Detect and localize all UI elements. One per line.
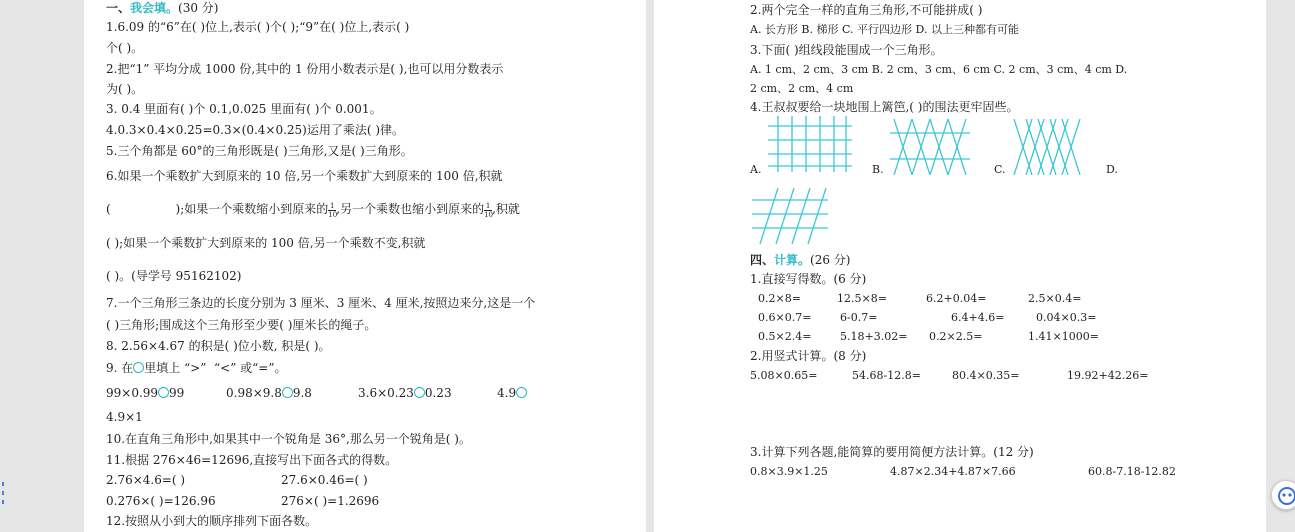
figure-label-a: A.: [750, 163, 762, 176]
q11-item-3: 0.276×( )=126.96: [106, 494, 216, 508]
section-score: (30 分): [178, 1, 219, 15]
calc-3-item: 60.8-7.18-12.82: [1088, 465, 1176, 478]
section-title: 我会填。: [130, 1, 179, 15]
question-r4: 4.王叔叔要给一块地围上篱笆,( )的围法更牢固些。: [750, 100, 1019, 114]
question-r3: 3.下面( )组线段能围成一个三角形。: [750, 43, 943, 57]
fraction-one-tenth: [328, 202, 336, 218]
question-2-line-1: 2.把“1” 平均分成 1000 份,其中的 1 份用小数表示是( ),也可以用分数表示: [106, 62, 504, 76]
q11-item-4: 276×( )=1.2696: [281, 494, 380, 508]
figure-label-b: B.: [872, 163, 884, 176]
fraction-denominator: 10: [484, 211, 494, 219]
question-11: 11.根据 276×46=12696,直接写出下面各式的得数。: [106, 453, 398, 467]
left-page: [84, 0, 646, 532]
calc-1-item: 6.4+4.6=: [951, 311, 1005, 324]
question-12: 12.按照从小到大的顺序排列下面各数。: [106, 514, 318, 528]
q9-item-right: 0.23: [424, 386, 452, 400]
section-title: 计算。: [774, 253, 811, 267]
scroll-indicator-icon[interactable]: [0, 482, 6, 504]
compare-circle-icon: [516, 387, 527, 398]
figure-label-c: C.: [994, 163, 1006, 176]
section-number: 四、: [750, 253, 775, 267]
q6-text-c: ,积就: [492, 202, 520, 216]
calc-2-item: 19.92+42.26=: [1067, 369, 1149, 382]
q6-text-b: ,另一个乘数也缩小到原来的: [336, 202, 485, 216]
accessibility-icon: [1272, 481, 1295, 511]
q9-item-1: [106, 385, 184, 401]
q11-item-2: 27.6×0.46=( ): [281, 473, 368, 487]
section-4-heading: [750, 252, 850, 268]
figure-label-d: D.: [1106, 163, 1118, 176]
fraction-one-tenth: [484, 202, 492, 218]
fence-slant-figure-d: [752, 188, 828, 244]
section-score: (26 分): [810, 253, 851, 267]
question-r2-options: A. 长方形 B. 梯形 C. 平行四边形 D. 以上三种都有可能: [750, 23, 1019, 36]
question-1-line-1: 1.6.09 的“6”在( )位上,表示( )个( );“9”在( )位上,表示( ): [106, 20, 410, 34]
calc-1-item: 2.5×0.4=: [1028, 292, 1082, 305]
compare-circle-icon: [282, 387, 293, 398]
fraction-numerator: 1: [485, 202, 491, 210]
question-10: 10.在直角三角形中,如果其中一个锐角是 36°,那么另一个锐角是( )。: [106, 432, 471, 446]
calc-1-item: 0.5×2.4=: [758, 330, 812, 343]
question-4: 4.0.3×0.4×0.25=0.3×(0.4×0.25)运用了乘法( )律。: [106, 123, 405, 137]
q9-item-left: 99×0.99: [106, 386, 159, 400]
q9-item-2: [226, 385, 312, 401]
calc-1-item: 6.2+0.04=: [926, 292, 987, 305]
compare-circle-icon: [414, 387, 425, 398]
question-7-line-2: ( )三角形;围成这个三角形至少要( )厘米长的绳子。: [106, 318, 377, 332]
calc-3-item: 4.87×2.34+4.87×7.66: [890, 465, 1016, 478]
q9-item-3: [358, 385, 452, 401]
q9-item-right: 99: [169, 386, 185, 400]
section-1-heading: [106, 0, 218, 16]
question-5: 5.三个角都是 60°的三角形既是( )三角形,又是( )三角形。: [106, 144, 413, 158]
right-page: [654, 0, 1266, 532]
compare-circle-icon: [158, 387, 169, 398]
question-6-line-3: ( );如果一个乘数扩大到原来的 100 倍,另一个乘数不变,积就: [106, 236, 426, 250]
calc-1-item: 1.41×1000=: [1028, 330, 1099, 343]
calc-1-heading: 1.直接写得数。(6 分): [750, 272, 867, 286]
calc-2-item: 54.68-12.8=: [852, 369, 921, 382]
fence-cross-figure-b: [890, 119, 970, 175]
question-7-line-1: 7.一个三角形三条边的长度分别为 3 厘米、3 厘米、4 厘米,按照边来分,这是一个: [106, 296, 536, 310]
question-2-line-2: 为( )。: [106, 82, 144, 96]
q9-text-b: 里填上 “>” “<” 或“=”。: [144, 361, 287, 375]
q9-item-4-continued: 4.9×1: [106, 410, 143, 424]
calc-1-item: 0.2×8=: [758, 292, 801, 305]
question-6-line-4: ( )。(导学号 95162102): [106, 269, 242, 283]
q9-item-right: 9.8: [292, 386, 312, 400]
q9-item-4: [497, 385, 527, 401]
question-3: 3. 0.4 里面有( )个 0.1,0.025 里面有( )个 0.001。: [106, 102, 382, 116]
q9-item-left: 3.6×0.23: [358, 386, 414, 400]
question-6-line-2: [106, 201, 520, 218]
calc-3-heading: 3.计算下列各题,能简算的要用简便方法计算。(12 分): [750, 445, 1034, 459]
question-8: 8. 2.56×4.67 的积是( )位小数, 积是( )。: [106, 339, 331, 353]
calc-2-heading: 2.用竖式计算。(8 分): [750, 349, 867, 363]
question-r3-options-continued: 2 cm、2 cm、4 cm: [750, 82, 854, 95]
calc-2-item: 5.08×0.65=: [750, 369, 818, 382]
section-number: 一、: [106, 1, 131, 15]
fraction-denominator: 10: [328, 211, 338, 219]
q9-item-left: 4.9: [497, 386, 517, 400]
question-9: [106, 360, 287, 376]
question-r3-options: A. 1 cm、2 cm、3 cm B. 2 cm、3 cm、6 cm C. 2 cm、3 cm、4 cm D.: [750, 63, 1128, 76]
calc-1-item: 0.6×0.7=: [758, 311, 812, 324]
calc-1-item: 6-0.7=: [840, 311, 878, 324]
fence-grid-figure-a: [768, 116, 852, 172]
calc-1-item: 12.5×8=: [837, 292, 887, 305]
calc-3-item: 0.8×3.9×1.25: [750, 465, 828, 478]
calc-1-item: 0.04×0.3=: [1036, 311, 1097, 324]
q6-text-a: ( );如果一个乘数缩小到原来的: [106, 202, 329, 216]
question-1-line-2: 个( )。: [106, 41, 144, 55]
q9-item-left: 0.98×9.8: [226, 386, 282, 400]
question-r2: 2.两个完全一样的直角三角形,不可能拼成( ): [750, 3, 983, 17]
q9-text-a: 9. 在: [106, 361, 134, 375]
fraction-numerator: 1: [330, 202, 335, 210]
calc-1-item: 0.2×2.5=: [929, 330, 983, 343]
compare-circle-icon: [133, 362, 144, 373]
q11-item-1: 2.76×4.6=( ): [106, 473, 186, 487]
accessibility-button[interactable]: [1271, 480, 1295, 510]
calc-1-item: 5.18+3.02=: [840, 330, 908, 343]
question-6-line-1: 6.如果一个乘数扩大到原来的 10 倍,另一个乘数扩大到原来的 100 倍,积就: [106, 169, 503, 183]
calc-2-item: 80.4×0.35=: [952, 369, 1020, 382]
fence-diamond-figure-c: [1012, 119, 1084, 175]
